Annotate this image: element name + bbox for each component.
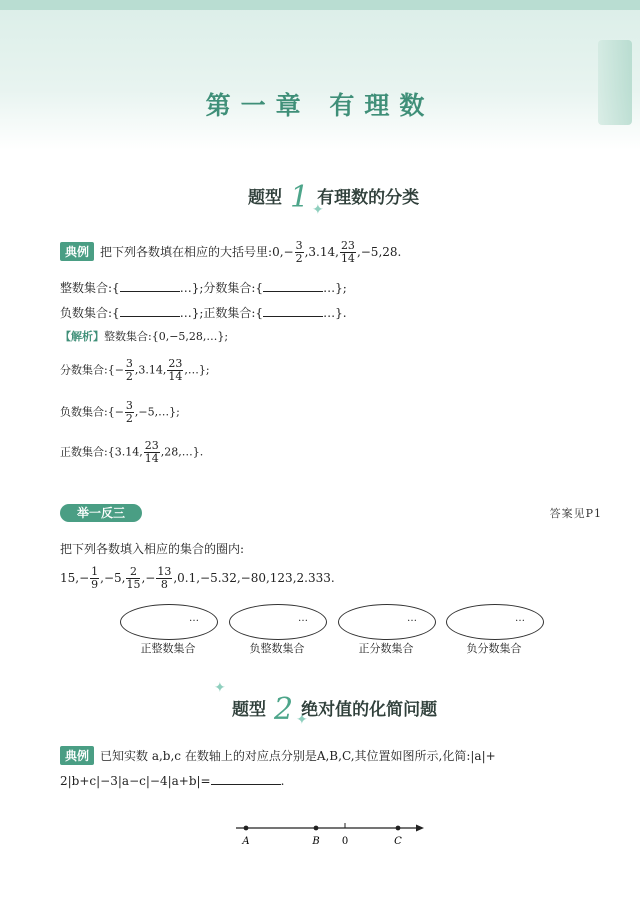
oval-label: 负分数集合 — [466, 642, 522, 655]
neg-set-label: 负数集合:{ — [60, 306, 120, 320]
int-set-label: 整数集合:{ — [60, 281, 120, 295]
arrow-icon — [416, 825, 424, 832]
answer-blank[interactable] — [211, 774, 281, 785]
oval-label: 负整数集合 — [249, 642, 305, 655]
sparkle-icon: ✦ — [312, 202, 324, 218]
practice-pill: 举一反三 — [60, 504, 142, 522]
answer-blank[interactable] — [263, 281, 323, 292]
answer-frac-set: 分数集合:{− $\frac{3}{2}$ ,3.14, $\frac{23}{14}$ ,…}; — [60, 357, 210, 383]
section1-label: 题型 — [248, 188, 282, 208]
ex1-question-line — [60, 240, 401, 265]
practice-question: 把下列各数填入相应的集合的圈内: — [60, 542, 245, 556]
number-line — [230, 812, 430, 852]
sparkle-icon: ✦ — [296, 712, 308, 728]
set-oval-negative-integer[interactable]: … — [229, 604, 327, 640]
answer-neg-set: 负数集合:{− $\frac{3}{2}$ ,−5,…}; — [60, 399, 180, 425]
oval-label: 正整数集合 — [140, 642, 196, 655]
ex2-line1: 典例 已知实数 a,b,c 在数轴上的对应点分别是A,B,C,其位置如图所示,化简:|a|+ — [60, 746, 496, 765]
point-b — [314, 826, 319, 831]
answer-blank[interactable] — [120, 306, 180, 317]
practice-numbers: 15,− $\frac{1}{9}$ ,−5, $\frac{2}{15}$ ,− $\frac{13}{8}$ ,0.1,−5.32,−80,123,2.333. — [60, 565, 335, 591]
set-oval-negative-fraction[interactable]: … — [446, 604, 544, 640]
label-origin: 0 — [341, 836, 349, 847]
oval-label: 正分数集合 — [358, 642, 414, 655]
section2-number: 2 — [274, 692, 294, 727]
label-a: A — [242, 836, 250, 847]
section1-heading — [248, 180, 419, 215]
set-oval-positive-integer[interactable]: … — [120, 604, 218, 640]
answer-pos-set: 正数集合:{3.14, $\frac{23}{14}$ ,28,…}. — [60, 439, 204, 465]
chapter-title: 第一章 有理数 — [205, 91, 435, 120]
frac-set-label: 分数集合:{ — [203, 281, 264, 295]
answer-blank[interactable] — [120, 281, 180, 292]
sparkle-icon: ✦ — [214, 680, 226, 696]
answer-int-set: 整数集合:{0,−5,28,…}; — [104, 330, 229, 343]
set-oval-positive-fraction[interactable]: … — [338, 604, 436, 640]
example-tag: 典例 — [60, 242, 94, 261]
pos-set-label: 正数集合:{ — [203, 306, 264, 320]
section2-label: 题型 — [232, 700, 266, 720]
point-c — [396, 826, 401, 831]
ex1-numbers: 0,− $\frac{3}{2}$ ,3.14, $\frac{23}{14}$ ,−5,28. — [272, 239, 402, 265]
ex1-question: 把下列各数填在相应的大括号里: — [100, 245, 273, 259]
analysis-tag: 【解析】 — [60, 330, 104, 343]
answer-blank[interactable] — [263, 306, 323, 317]
label-b: B — [312, 836, 320, 847]
point-a — [244, 826, 249, 831]
answer-reference: 答案见P1 — [549, 507, 602, 520]
ex1-set-row-1: 整数集合:{ …};分数集合:{ …}; — [60, 281, 347, 295]
ex1-set-row-2: 负数集合:{ …};正数集合:{ …}. — [60, 306, 347, 320]
section1-title: 有理数的分类 — [317, 188, 420, 208]
label-c: C — [394, 836, 402, 847]
header-edge — [0, 0, 640, 10]
header-band — [0, 0, 640, 150]
section1-number: 1 — [290, 180, 310, 215]
example-tag: 典例 — [60, 746, 94, 765]
section2-title: 绝对值的化简问题 — [301, 700, 438, 720]
ex2-line2: 2|b+c|−3|a−c|−4|a+b|= . — [60, 774, 285, 788]
section2-heading — [232, 692, 437, 727]
analysis-line — [60, 328, 228, 344]
